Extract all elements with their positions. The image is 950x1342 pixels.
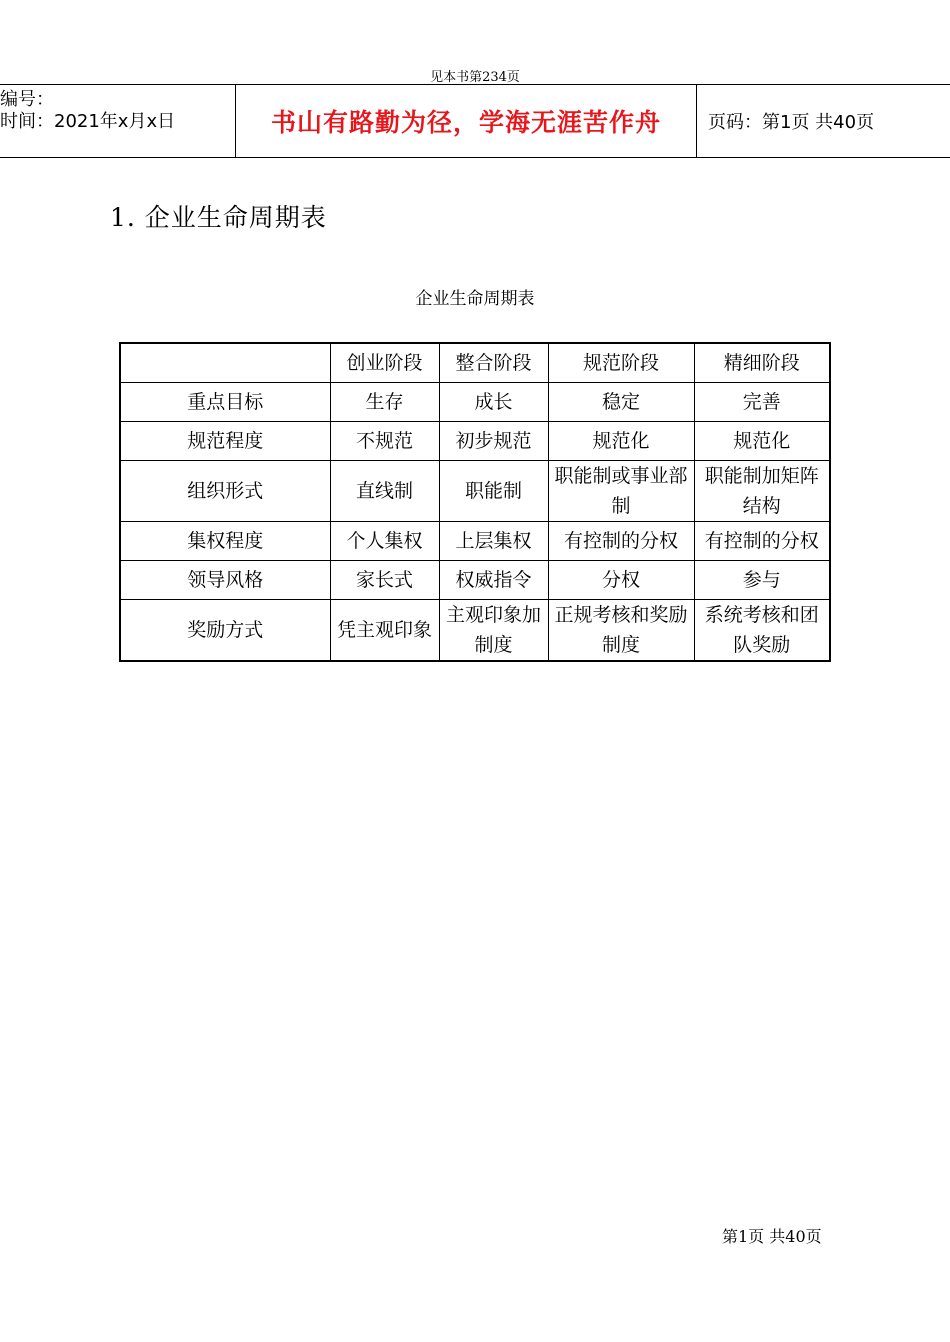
document-header bbox=[0, 84, 950, 158]
header-meta bbox=[0, 85, 236, 157]
table-row bbox=[120, 600, 830, 662]
header-cell bbox=[120, 343, 330, 383]
table-cell: 分权 bbox=[548, 561, 694, 600]
table-row bbox=[120, 422, 830, 461]
table-cell: 稳定 bbox=[548, 383, 694, 422]
table-cell: 主观印象加制度 bbox=[439, 600, 548, 662]
table-cell: 有控制的分权 bbox=[548, 522, 694, 561]
table-cell: 初步规范 bbox=[439, 422, 548, 461]
header-cell: 规范阶段 bbox=[548, 343, 694, 383]
section-title: 1. 企业生命周期表 bbox=[110, 203, 327, 232]
row-label: 重点目标 bbox=[120, 383, 330, 422]
table-cell: 上层集权 bbox=[439, 522, 548, 561]
table-header-row bbox=[120, 343, 830, 383]
table-row bbox=[120, 383, 830, 422]
table-row bbox=[120, 461, 830, 522]
table-cell: 成长 bbox=[439, 383, 548, 422]
table-cell: 系统考核和团队奖励 bbox=[694, 600, 830, 662]
page-info: 页码：第1页 共40页 bbox=[708, 112, 875, 133]
header-cell: 创业阶段 bbox=[330, 343, 439, 383]
table-cell: 凭主观印象 bbox=[330, 600, 439, 662]
top-note: 见本书第234页 bbox=[430, 70, 520, 85]
table-cell: 不规范 bbox=[330, 422, 439, 461]
table-cell: 职能制 bbox=[439, 461, 548, 522]
table-cell: 个人集权 bbox=[330, 522, 439, 561]
table-cell: 参与 bbox=[694, 561, 830, 600]
table-cell: 完善 bbox=[694, 383, 830, 422]
row-label: 领导风格 bbox=[120, 561, 330, 600]
table-cell: 家长式 bbox=[330, 561, 439, 600]
footer-page-number: 第1页 共40页 bbox=[722, 1227, 822, 1246]
table-cell: 职能制加矩阵结构 bbox=[694, 461, 830, 522]
header-cell: 精细阶段 bbox=[694, 343, 830, 383]
table-cell: 生存 bbox=[330, 383, 439, 422]
table-cell: 职能制或事业部制 bbox=[548, 461, 694, 522]
slogan: 书山有路勤为径，学海无涯苦作舟 bbox=[236, 85, 697, 157]
header-cell: 整合阶段 bbox=[439, 343, 548, 383]
number-label: 编号： bbox=[0, 89, 54, 110]
table-cell: 正规考核和奖励制度 bbox=[548, 600, 694, 662]
row-label: 组织形式 bbox=[120, 461, 330, 522]
row-label: 规范程度 bbox=[120, 422, 330, 461]
row-label: 奖励方式 bbox=[120, 600, 330, 662]
table-row bbox=[120, 561, 830, 600]
time-label: 时间：2021年x月x日 bbox=[0, 111, 176, 132]
table-row bbox=[120, 522, 830, 561]
table-cell: 规范化 bbox=[548, 422, 694, 461]
lifecycle-table bbox=[119, 342, 831, 662]
table-cell: 权威指令 bbox=[439, 561, 548, 600]
table-cell: 规范化 bbox=[694, 422, 830, 461]
row-label: 集权程度 bbox=[120, 522, 330, 561]
table-cell: 有控制的分权 bbox=[694, 522, 830, 561]
table-cell: 直线制 bbox=[330, 461, 439, 522]
table-caption: 企业生命周期表 bbox=[415, 289, 535, 309]
